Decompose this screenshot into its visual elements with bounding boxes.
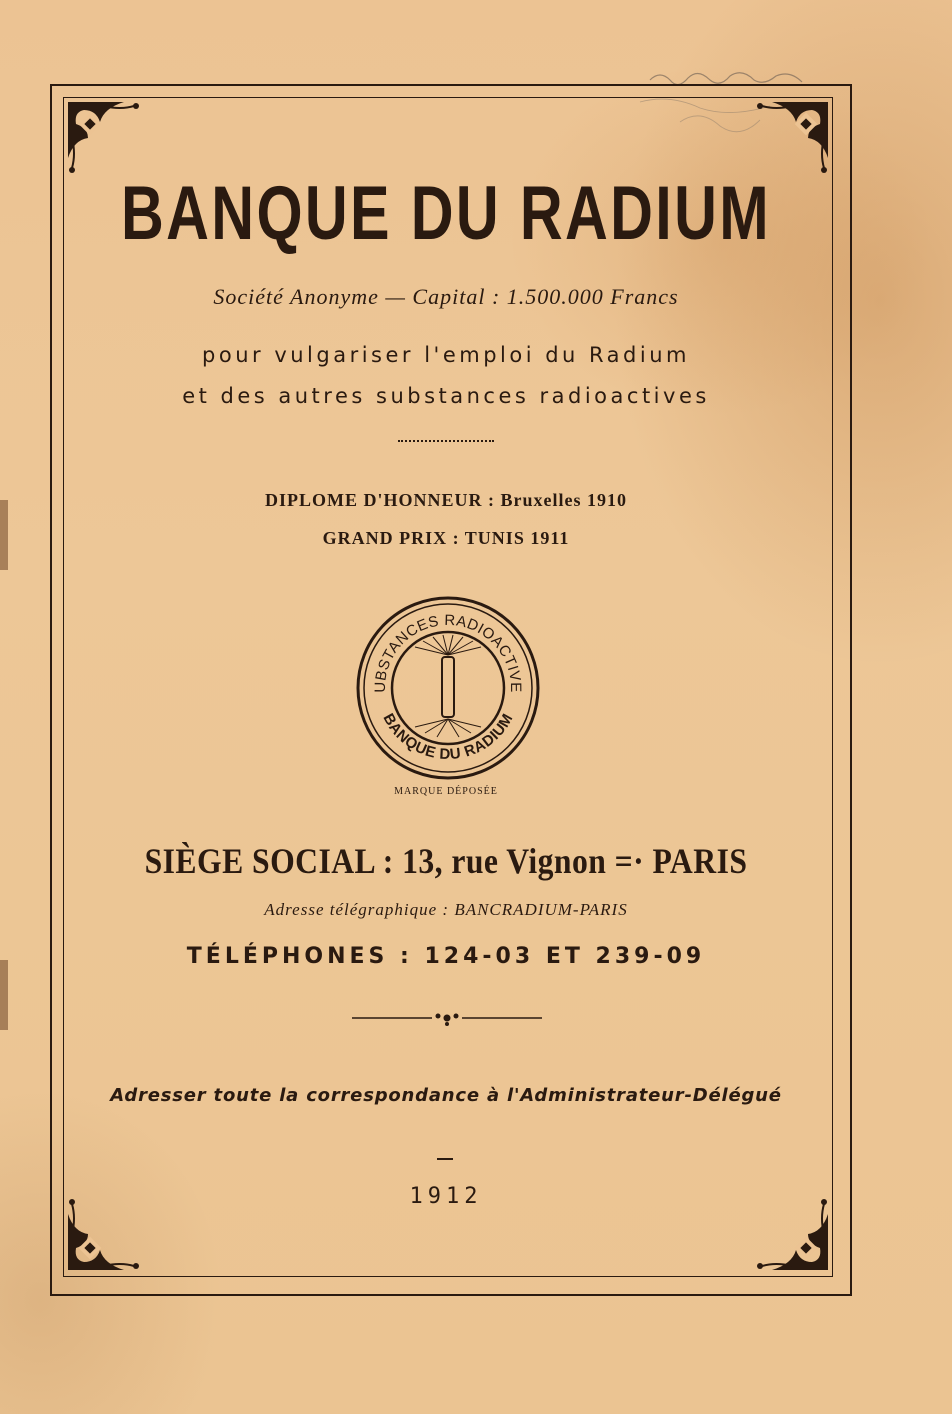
purpose-line-2: et des autres substances radioactives: [182, 384, 710, 408]
telegraph-address: Adresse télégraphique : BANCRADIUM-PARIS: [264, 900, 628, 919]
publication-year: 1912: [409, 1184, 483, 1209]
short-dash: [437, 1158, 453, 1160]
telephone-numbers: TÉLÉPHONES : 124-03 ET 239-09: [186, 944, 706, 969]
seal-top-text: UBSTANCES RADIOACTIVE: [371, 611, 525, 693]
company-subtitle: Société Anonyme — Capital : 1.500.000 Francs: [213, 284, 679, 309]
trademark-label: MARQUE DÉPOSÉE: [394, 786, 498, 797]
radium-tube-icon: [415, 635, 481, 737]
company-seal: [355, 595, 541, 781]
dotted-separator: [398, 440, 494, 442]
award-diploma: DIPLOME D'HONNEUR : Bruxelles 1910: [265, 490, 627, 510]
flourish-divider-icon: [352, 1008, 542, 1028]
correspondence-note: Adresser toute la correspondance à l'Administrateur-Délégué: [110, 1085, 782, 1106]
purpose-line-1: pour vulgariser l'emploi du Radium: [202, 343, 690, 367]
award-grand-prix: GRAND PRIX : TUNIS 1911: [322, 528, 570, 548]
head-office-address: SIÈGE SOCIAL : 13, rue Vignon =· PARIS: [144, 841, 748, 881]
binding-staple: [0, 960, 8, 1030]
svg-text:SUBSTANCES RADIOACTIVES: [355, 595, 524, 693]
company-title: BANQUE DU RADIUM: [121, 171, 771, 256]
seal-bottom-text: BANQUE DU RADIUM: [379, 710, 517, 764]
